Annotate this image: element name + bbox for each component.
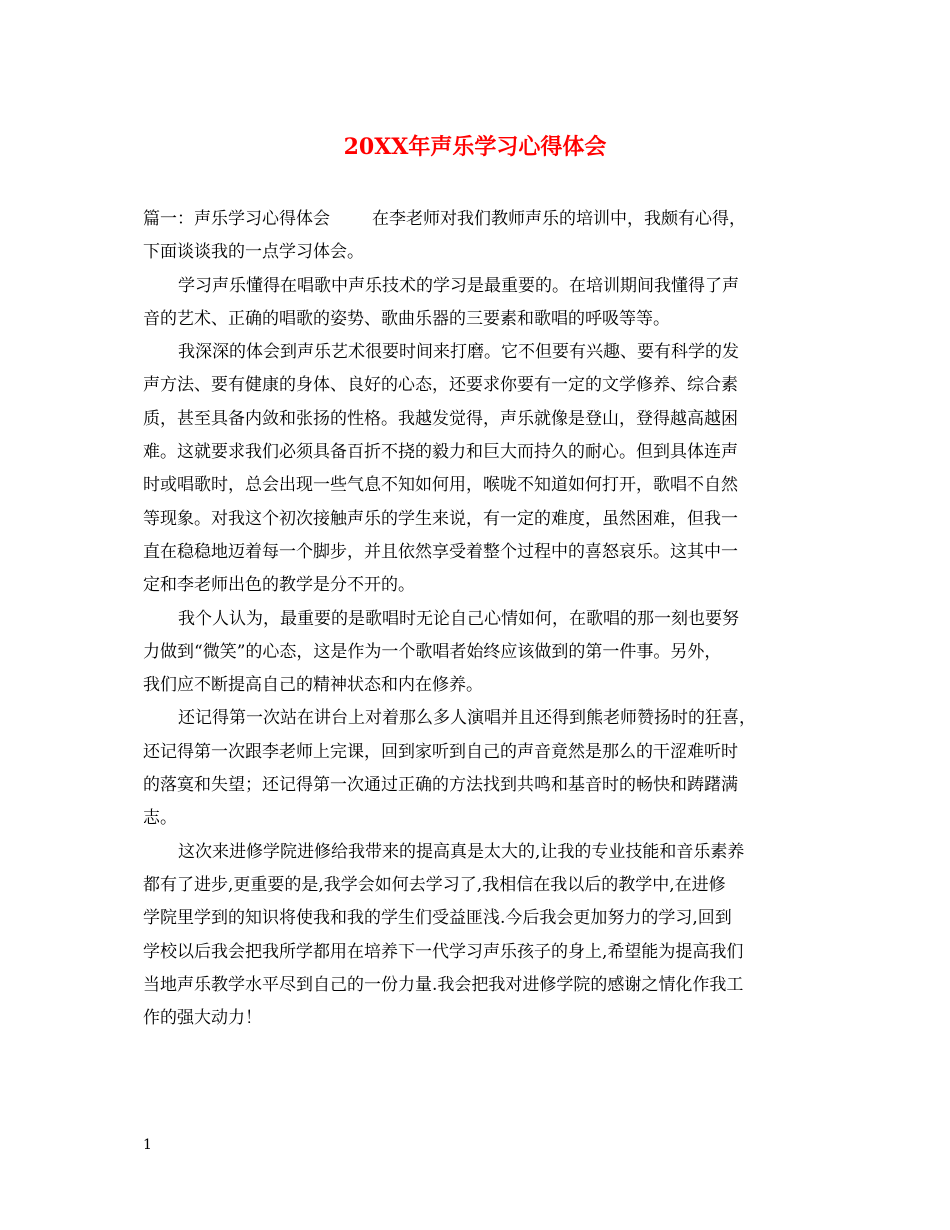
paragraph-line: 直在稳稳地迈着每一个脚步，并且依然享受着整个过程中的喜怒哀乐。这其中一 xyxy=(143,541,738,562)
paragraph-line: 还记得第一次站在讲台上对着那么多人演唱并且还得到熊老师赞扬时的狂喜， xyxy=(178,708,756,729)
paragraph-line: 学院里学到的知识将使我和我的学生们受益匪浅.今后我会更加努力的学习,回到 xyxy=(143,908,732,929)
paragraph-line: 这次来进修学院进修给我带来的提高真是太大的,让我的专业技能和音乐素养 xyxy=(178,841,745,862)
paragraph-line: 质，甚至具备内敛和张扬的性格。我越发觉得，声乐就像是登山，登得越高越困 xyxy=(143,408,738,429)
paragraph-line: 都有了进步,更重要的是,我学会如何去学习了,我相信在我以后的教学中,在进修 xyxy=(143,874,726,895)
section-heading: 篇一：声乐学习心得体会 xyxy=(143,209,330,229)
paragraph-line: 我深深的体会到声乐艺术很要时间来打磨。它不但要有兴趣、要有科学的发 xyxy=(178,342,739,363)
paragraph-line xyxy=(143,203,811,236)
paragraph-line: 下面谈谈我的一点学习体会。 xyxy=(143,242,364,263)
paragraph-line: 还记得第一次跟李老师上完课，回到家听到自己的声音竟然是那么的干涩难听时 xyxy=(143,741,738,762)
paragraph-line: 学习声乐懂得在唱歌中声乐技术的学习是最重要的。在培训期间我懂得了声 xyxy=(178,275,739,296)
paragraph-line: 难。这就要求我们必须具备百折不挠的毅力和巨大而持久的耐心。但到具体连声 xyxy=(143,442,738,463)
page-number: 1 xyxy=(143,1137,152,1153)
paragraph-line: 声方法、要有健康的身体、良好的心态，还要求你要有一定的文学修养、综合素 xyxy=(143,375,738,396)
paragraph-line: 我个人认为，最重要的是歌唱时无论自己心情如何，在歌唱的那一刻也要努 xyxy=(178,608,739,629)
paragraph-text: 在李老师对我们教师声乐的培训中，我颇有心得， xyxy=(372,209,746,229)
paragraph-line: 音的艺术、正确的唱歌的姿势、歌曲乐器的三要素和歌唱的呼吸等等。 xyxy=(143,308,670,329)
paragraph-line: 作的强大动力！ xyxy=(143,1008,262,1029)
paragraph-line: 当地声乐教学水平尽到自己的一份力量.我会把我对进修学院的感谢之情化作我工 xyxy=(143,974,744,995)
paragraph-line: 力做到“微笑”的心态，这是作为一个歌唱者始终应该做到的第一件事。另外， xyxy=(143,641,722,662)
document-body xyxy=(143,203,811,1035)
paragraph-line: 志。 xyxy=(143,808,177,829)
paragraph-line: 时或唱歌时，总会出现一些气息不知如何用，喉咙不知道如何打开，歌唱不自然 xyxy=(143,475,738,496)
document-title: 20XX年声乐学习心得体会 xyxy=(343,134,607,160)
paragraph-line: 的落寞和失望；还记得第一次通过正确的方法找到共鸣和基音时的畅快和踌躇满 xyxy=(143,775,738,796)
paragraph-line: 我们应不断提高自己的精神状态和内在修养。 xyxy=(143,675,483,696)
paragraph-line: 学校以后我会把我所学都用在培养下一代学习声乐孩子的身上,希望能为提高我们 xyxy=(143,941,744,962)
paragraph-line: 定和李老师出色的教学是分不开的。 xyxy=(143,575,415,596)
paragraph-line: 等现象。对我这个初次接触声乐的学生来说，有一定的难度，虽然困难，但我一 xyxy=(143,508,738,529)
